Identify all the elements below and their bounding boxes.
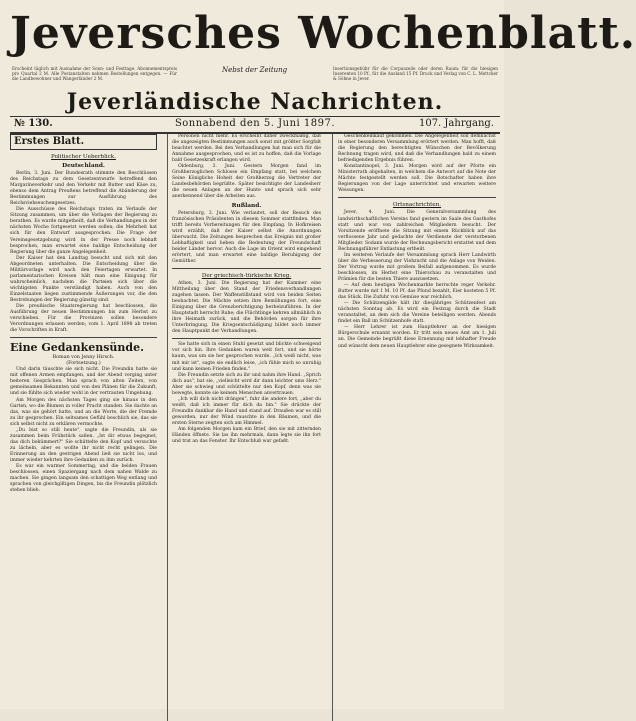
divider xyxy=(172,268,321,269)
article-paragraph: Der Kaiser hat den Landtag besucht und sich mit den Abgeordneten unterhalten. Die Entscheidung über die Militärvorlage wird nach den Feiertagen erwartet. In parlamentarischen Kreisen hält man eine Einigung für wahrscheinlich, nachdem die Parteien sich über die wichtigsten Punkte verständigt haben. Auch von den Einzelstaaten liegen zustimmende Äußerungen vor, die den Bestrebungen der Regierung günstig sind. xyxy=(10,255,157,303)
story-paragraph: Am folgenden Morgen kam ein Brief, den sie mit zitternden Händen öffnete. Sie las ihn mehrmals, dann legte sie ihn fort und trat an das Fenster. Ihr Entschluß war gefaßt. xyxy=(172,427,321,445)
issue-date: Sonnabend den 5. Juni 1897. xyxy=(174,118,336,129)
divider xyxy=(338,197,496,198)
divider xyxy=(10,337,157,338)
local-news-paragraph: Im weiteren Verlaufe der Versammlung sprach Herr Landwirth über die Verbesserung der Viehzucht und die Anlage von Weiden. Der Vortrag wurde mit großem Beifall aufgenommen. Es wurde beschlossen, im Herbst eine Thierschau zu veranstalten und Prämien für die besten Thiere auszusetzen. xyxy=(338,252,496,282)
section-heading-russia: Rußland. xyxy=(231,202,262,209)
story-paragraph: Sie hatte sich in einen Stuhl gesetzt und blickte schweigend vor sich hin. Ihre Gedanken waren weit fort, und sie hörte kaum, was um sie her gesprochen wurde. „Ich weiß nicht, was mit mir ist", sagte sie endlich leise, „ich fühle mich so unruhig und kann keinen Frieden finden." xyxy=(172,342,321,372)
local-news-paragraph: — Die Schützengilde hält ihr diesjähriges Schützenfest am nächsten Sonntag ab. Es wird ein Festzug durch die Stadt veranstaltet, an dem sich die Vereine beteiligen werden. Abends findet ein Ball im Schützenhofe statt. xyxy=(338,301,496,325)
column-1 xyxy=(10,134,162,721)
subscription-notice: Erscheint täglich mit Ausnahme der Sonn- und Festtage. Abonnementspreis pro Quartal 2 M. Alle Postanstalten nehmen Bestellungen entgegen. — Für die Landbewohner und Wangerländer 2 M. xyxy=(12,66,177,81)
column-2 xyxy=(167,134,325,721)
article-paragraph-athens: Athen, 3. Juni. Die Regierung hat der Kammer eine Mittheilung über den Stand der Friedensverhandlungen zugehen lassen. Der Waffenstillstand wird von beiden Seiten beobachtet. Die Mächte setzen ihre Bemühungen fort, eine Einigung über die Grenzberichtigung herbeizuführen. In der Hauptstadt herrscht Ruhe; die Flüchtlinge kehren allmählich in ihre Heimath zurück, und die Behörden sorgen für ihre Unterbringung. Die Kriegsentschädigung bildet noch immer den Hauptpunkt der Verhandlungen. xyxy=(172,280,321,335)
volume-year: 107. Jahrgang. xyxy=(418,118,494,129)
article-paragraph: Berlin, 3. Juni. Der Bundesrath stimmte den Beschlüssen des Reichstags zu dem Gesetzentwurfe betreffend den Margarineverkehr und den Verkehr mit Butter und Käse zu, ebenso dem Antrag Preußens betreffend die Abänderung der Bestimmungen zur Ausführung des Reichsviehseuchengesetzes. xyxy=(10,171,157,207)
article-paragraph-oldenburg: Oldenburg, 3. Juni. Gestern Morgen fand im Großherzoglichen Schlosse ein Empfang statt, bei welchem Seine Königliche Hoheit der Großherzog die Vertreter der Landesbehörden begrüßte. Später besichtigte der Landesherr die neuen Anlagen an der Hunte und sprach sich sehr anerkennend über die Arbeiten aus. xyxy=(172,164,321,200)
dateline xyxy=(10,116,500,134)
story-paragraph: Die Freundin setzte sich zu ihr und nahm ihre Hand. „Sprich dich aus", bat sie, „vielleicht wird dir dann leichter ums Herz." Aber sie schwieg und schüttelte nur den Kopf, denn was sie bewegte, konnte sie keinem Menschen anvertrauen. xyxy=(172,372,321,396)
section-heading-local-news: Ortsnachrichten. xyxy=(392,202,442,209)
story-note: (Fortsetzung.) xyxy=(66,361,101,367)
supplement-note: Nebst der Zeitung xyxy=(222,66,288,74)
newspaper-subtitle: Jeverländische Nachrichten. xyxy=(66,89,444,115)
article-paragraph: Geschenkeinkauf gekommen. Die Angelegenheit soll demnächst in einer besonderen Versammlung erörtert werden. Man hofft, daß die Regierung den berechtigten Wünschen der Bevölkerung Rechnung tragen wird, und daß die Verhandlungen bald zu einem befriedigenden Ergebnis führen. xyxy=(338,134,496,164)
masthead-info-row xyxy=(10,64,500,88)
subsection-heading-germany: Deutschland. xyxy=(62,163,105,169)
story-paragraph: „Du bist so still heute", sagte die Freundin, als sie zusammen beim Frühstück saßen. „Ist dir etwas begegnet, das dich bekümmert?" Sie schüttelte den Kopf und versuchte zu lächeln, aber es wollte ihr nicht recht gelingen. Die Erinnerung an den gestrigen Abend ließ sie nicht los, und immer wieder kehrten ihre Gedanken zu ihm zurück. xyxy=(10,427,157,463)
article-paragraph-petersburg: Petersburg, 3. Juni. Wie verlautet, soll der Besuch des französischen Präsidenten in diesem Sommer stattfinden. Man trifft bereits Vorbereitungen für den Empfang. In Hofkreisen wird erzählt, daß der Kaiser selbst die Anordnungen überwacht. Die Zeitungen besprechen das Ereignis mit großer Lebhaftigkeit und heben die Bedeutung der Freundschaft beider Länder hervor. Auch die Lage im Orient wird eingehend erörtert, und man erwartet eine baldige Beruhigung der Gemüther. xyxy=(172,210,321,264)
local-news-paragraph: — Herr Lehrer ist zum Hauptlehrer an der hiesigen Bürgerschule ernannt worden. Er tritt sein neues Amt am 1. Juli an. Die Gemeinde begrüßt diese Ernennung mit lebhafter Freude und wünscht dem neuen Hauptlehrer eine gesegnete Wirksamkeit. xyxy=(338,325,496,349)
story-paragraph: Und darin täuschte sie sich nicht. Die Freundin hatte sie mit offenen Armen empfangen, und der Abend verging unter heiteren Gesprächen. Man sprach von alten Zeiten, von gemeinsamen Bekannten und von den Plänen für die Zukunft, und sie fühlte sich wieder wohl in der vertrauten Umgebung. xyxy=(10,367,157,397)
divider xyxy=(172,338,321,339)
story-paragraph: Es war ein warmer Sommertag, und die beiden Frauen beschlossen, einen Spaziergang nach dem nahen Walde zu machen. Sie gingen langsam den schattigen Weg entlang und sprachen von gleichgiltigen Dingen, bis die Freundin plötzlich stehen blieb. xyxy=(10,464,157,494)
local-news-paragraph: — Auf dem heutigen Wochenmarkte herrschte reger Verkehr. Butter wurde mit 1 M. 10 Pf. das Pfund bezahlt, Eier kosteten 5 Pf. das Stück. Die Zufuhr von Gemüse war reichlich. xyxy=(338,283,496,301)
newspaper-title: Jeversches Wochenblatt. xyxy=(10,8,636,59)
story-paragraph: „Ich will dich nicht drängen", fuhr die andere fort, „aber du weißt, daß ich immer für dich da bin." Sie drückte der Freundin dankbar die Hand und stand auf. Draußen war es still geworden, nur der Wind rauschte in den Bäumen, und die ersten Sterne zeigten sich am Himmel. xyxy=(172,396,321,426)
article-paragraph: Die Ausschüsse des Reichstags traten im Verlaufe der Sitzung zusammen, um über die Vorlagen der Regierung zu berathen. Es wurde mitgetheilt, daß die Verhandlungen in der nächsten Woche fortgesetzt werden sollen; die Mehrheit hat sich für den Entwurf ausgesprochen. Die Frage der Vereinsgesetzgebung wird in der Presse noch lebhaft besprochen, man erwartet eine baldige Entscheidung der Regierung über die ganze Angelegenheit. xyxy=(10,207,157,255)
issue-number: № 130. xyxy=(14,118,53,129)
section-heading-politics: Politischer Ueberblick. xyxy=(51,154,116,160)
article-paragraph: Konstantinopel, 3. Juni. Morgen wird auf der Pforte ein Ministerrath abgehalten, in welchem die Antwort auf die Note der Mächte festgestellt werden soll. Die Botschafter haben ihre Regierungen von der Lage unterrichtet und erwarten weitere Weisungen. xyxy=(338,164,496,194)
article-paragraph: Die preußische Staatsregierung hat beschlossen, die Ausführung der neuen Bestimmungen bis zum Herbst zu verschieben. Für die Provinzen sollen besondere Verordnungen erlassen werden; vom 1. April 1898 ab treten die Vorschriften in Kraft. xyxy=(10,304,157,334)
article-paragraph: Personen nicht mehr. Es erscheint daher zweckmäßig, daß die angezeigten Bestimmungen auch sonst mit größter Sorgfalt beachtet werden. Bei den Verhandlungen hat man sich für die Annahme ausgesprochen, und es ist zu hoffen, daß die Vorlage bald Gesetzeskraft erlangen wird. xyxy=(172,134,321,164)
column-3 xyxy=(332,134,496,721)
section-heading-war: Der griechisch-türkische Krieg. xyxy=(201,272,292,279)
story-title: Eine Gedankensünde. xyxy=(10,341,144,355)
advertising-notice: Insertionsgebühr für die Corpuszeile oder deren Raum: für die hiesigen Inserenten 10 Pf., für die Ausland 15 Pf. Druck und Verlag von C. L. Mettcker & Söhne in Jever. xyxy=(333,66,498,81)
section-box-title: Erstes Blatt. xyxy=(10,134,157,150)
article-columns xyxy=(10,134,500,721)
story-paragraph: Am Morgen des nächsten Tages ging sie hinaus in den Garten, wo die Blumen in voller Pracht standen. Sie dachte an das, was sie gehört hatte, und an die Worte, die der Fremde zu ihr gesprochen. Ein seltsames Gefühl beschlich sie, das sie sich selbst nicht zu erklären vermochte. xyxy=(10,397,157,427)
story-author: Roman von Jenny Hirsch. xyxy=(52,355,115,361)
local-news-paragraph: Jever, 4. Juni. Die Generalversammlung des landwirthschaftlichen Vereins fand gestern im Saale des Gasthofes statt und war von zahlreichen Mitgliedern besucht. Der Vorsitzende eröffnete die Sitzung mit einem Rückblick auf das verflossene Jahr und gedachte der Verdienste der verstorbenen Mitglieder. Sodann wurde der Rechnungsbericht erstattet und dem Rechnungsführer Entlastung ertheilt. xyxy=(338,210,496,252)
